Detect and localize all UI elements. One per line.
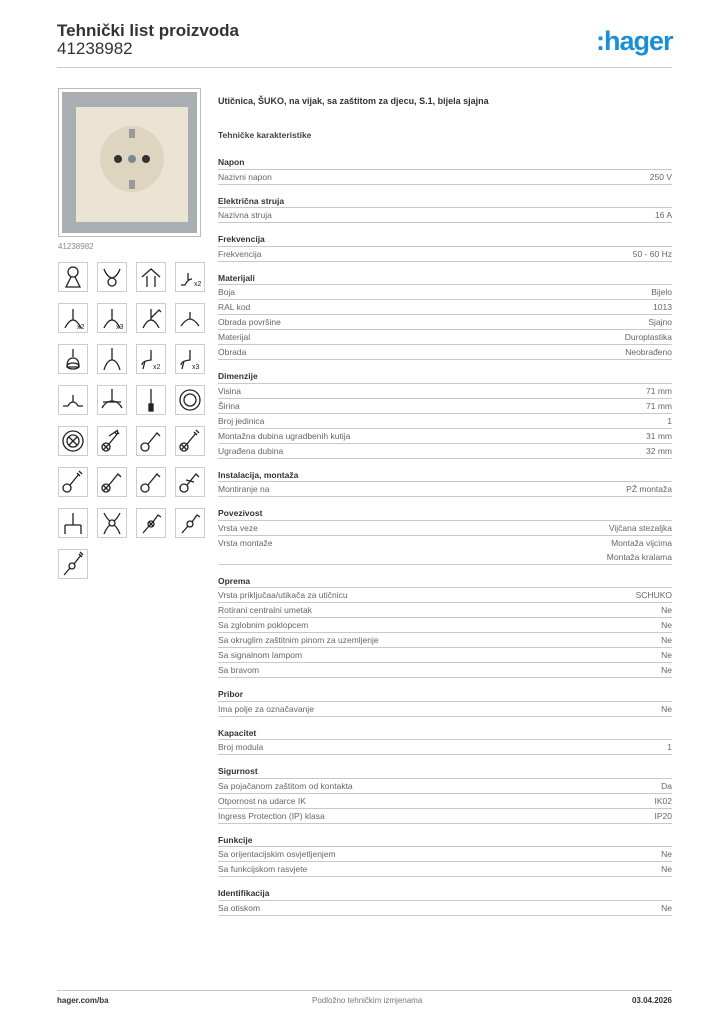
spec-label: Širina (218, 400, 240, 411)
svg-text:x2: x2 (194, 281, 202, 288)
keyhole-icon (58, 262, 88, 292)
spec-label: Sa okruglim zaštitnim pinom za uzemljenje (218, 635, 379, 645)
spec-value (661, 618, 672, 632)
section-heading: Sigurnost (218, 764, 672, 779)
spec-value-line: 71 mm (646, 400, 672, 411)
key-c-icon (136, 467, 166, 497)
spec-label: Obrada površine (218, 317, 281, 327)
spec-label: Vrsta montaže (218, 537, 273, 548)
spec-label: Materijal (218, 332, 251, 342)
spec-section (218, 833, 672, 878)
spec-label: Visina (218, 385, 241, 396)
section-heading: Dimenzije (218, 369, 672, 384)
section-heading: Funkcije (218, 833, 672, 848)
spec-section (218, 271, 672, 361)
spec-value (661, 633, 672, 647)
spec-value (653, 300, 672, 314)
document-title: Tehnički list proizvoda (57, 21, 239, 40)
spec-row (218, 809, 672, 824)
spec-value-line: Ne (661, 605, 672, 615)
section-heading: Napon (218, 155, 672, 170)
image-caption: 41238982 (58, 242, 94, 251)
spec-label: Sa orijentacijskim osvjetljenjem (218, 849, 336, 859)
spec-row (218, 740, 672, 755)
key-cross-c-icon (97, 467, 127, 497)
spec-row (218, 414, 672, 429)
spec-label: Ima polje za označavanje (218, 703, 314, 714)
section-heading: Instalacija, montaža (218, 468, 672, 483)
pendulum-key-icon (58, 549, 88, 579)
spec-value-line: Montaža kralama (606, 551, 672, 562)
spec-value (646, 444, 672, 458)
fuse-icon (136, 385, 166, 415)
spec-value-line: 1 (667, 742, 672, 752)
earth-clip (129, 180, 135, 189)
pendulum-icon (175, 508, 205, 538)
product-title: Utičnica, ŠUKO, na vijak, sa zaštitom za djecu, S.1, bijela sjajna (218, 96, 489, 106)
spec-row (218, 794, 672, 809)
spec-section (218, 155, 672, 185)
spec-value (655, 208, 672, 222)
section-heading: Oprema (218, 574, 672, 589)
spec-value-line: Ne (661, 849, 672, 859)
junction-tall-icon (97, 344, 127, 374)
section-heading: Kapacitet (218, 726, 672, 741)
spec-value-line: Vijčana stezaljka (608, 522, 672, 533)
spec-value (661, 862, 672, 876)
spec-sections (218, 155, 672, 916)
spec-row (218, 208, 672, 223)
spec-row (218, 399, 672, 414)
spec-value-line: 1013 (653, 302, 672, 312)
product-image (58, 88, 201, 237)
svg-text:x3: x3 (116, 324, 124, 331)
spec-value-line: 1 (667, 415, 672, 426)
spec-label: Nazivna struja (218, 210, 272, 220)
socket-frame (62, 92, 197, 233)
key-b-icon (58, 467, 88, 497)
spec-value-line: SCHUKO (635, 590, 672, 600)
spec-label: Sa otiskom (218, 902, 261, 913)
spec-sheet (218, 96, 672, 925)
spec-value-line: Duroplastika (624, 332, 672, 342)
spec-label: Boja (218, 287, 236, 297)
spec-value (667, 414, 672, 428)
section-heading: Identifikacija (218, 886, 672, 901)
spec-value (650, 170, 672, 184)
junction-x2-icon (175, 262, 205, 292)
spec-value (609, 521, 672, 535)
spec-label: Sa pojačanom zaštitom od kontakta (218, 780, 353, 791)
circle-cross-icon (58, 426, 88, 456)
spec-row (218, 330, 672, 345)
spec-value-line: Neobrađeno (625, 347, 672, 357)
spec-label: Sa zglobnim poklopcem (218, 620, 309, 630)
spec-label: RAL kod (218, 302, 251, 312)
junction-icon (175, 303, 205, 333)
spec-section (218, 726, 672, 756)
spec-row (218, 648, 672, 663)
spec-value (655, 809, 673, 823)
house-icon (136, 262, 166, 292)
spec-value-line: IK02 (654, 795, 672, 806)
key-cross-icon (97, 426, 127, 456)
spec-value-line: 16 A (654, 210, 672, 220)
spec-value-line: Ne (661, 703, 672, 714)
spec-row (218, 170, 672, 185)
spec-value (646, 399, 672, 413)
spec-label: Broj jedinica (218, 415, 265, 426)
spec-section (218, 468, 672, 498)
socket-cup (100, 126, 164, 192)
spec-value (667, 740, 672, 754)
spec-value (646, 384, 672, 398)
spec-label: Montažna dubina ugradbenih kutija (218, 430, 351, 441)
footer-note: Podložno tehničkim izmjenama (312, 996, 423, 1005)
spec-label: Vrsta veze (218, 522, 258, 533)
spec-row (218, 588, 672, 603)
spec-value-line: Ne (661, 635, 672, 645)
spec-row (218, 862, 672, 877)
svg-text:x2: x2 (153, 364, 161, 371)
spec-value (648, 315, 672, 329)
spec-row (218, 603, 672, 618)
spec-row (218, 482, 672, 497)
spec-value (633, 247, 672, 261)
spec-value-line: 250 V (649, 171, 672, 182)
spec-row (218, 444, 672, 459)
hager-logo: :hager (596, 26, 673, 56)
compatibility-icons (58, 262, 218, 579)
spec-label: Vrsta priključaa/utikača za utičnicu (218, 590, 348, 600)
spec-value-line: 71 mm (646, 385, 672, 396)
spec-section (218, 687, 672, 717)
footer-divider (57, 990, 672, 991)
spec-section (218, 194, 672, 224)
pendulum-cross-icon (136, 508, 166, 538)
tech-title: Tehničke karakteristike (218, 130, 312, 140)
earth-clip (129, 129, 135, 138)
spec-value (661, 663, 672, 677)
spec-row (218, 429, 672, 444)
spec-value (646, 429, 672, 443)
spec-value-line: 32 mm (646, 445, 672, 456)
section-heading: Povezivost (218, 506, 672, 521)
spec-value (661, 901, 672, 915)
spec-value-line: Sjajno (648, 317, 672, 327)
spec-section (218, 764, 672, 824)
spec-value (661, 648, 672, 662)
junction-kink-icon (136, 303, 166, 333)
section-heading: Pribor (218, 687, 672, 702)
center-hole (128, 155, 136, 163)
spec-label: Montiranje na (218, 484, 270, 494)
spec-value-line: Ne (661, 665, 672, 675)
spec-section (218, 886, 672, 916)
spec-value-line: Montaža vijcima (611, 537, 672, 548)
spec-row (218, 315, 672, 330)
spec-value (636, 588, 672, 602)
spec-label: Ugrađena dubina (218, 445, 284, 456)
spec-label: Rotirani centralni umetak (218, 605, 313, 615)
socket-plate (76, 107, 188, 222)
spec-section (218, 506, 672, 565)
footer-website[interactable]: hager.com/ba (57, 996, 109, 1005)
junction-x2b-icon (58, 303, 88, 333)
spec-row (218, 847, 672, 862)
spec-value-line: IP20 (654, 810, 672, 821)
spec-row (218, 384, 672, 399)
bell-junction-icon (58, 344, 88, 374)
spec-value (626, 482, 672, 496)
junction-flat-icon (58, 385, 88, 415)
product-number: 41238982 (57, 39, 133, 58)
spec-value (607, 536, 672, 564)
spec-value-line: Ne (661, 650, 672, 660)
key-cross-b-icon (175, 426, 205, 456)
spec-value (655, 794, 673, 808)
spec-label: Sa bravom (218, 665, 260, 675)
section-heading: Materijali (218, 271, 672, 286)
spec-row (218, 901, 672, 916)
spec-row (218, 663, 672, 678)
double-hook-circle-icon (97, 262, 127, 292)
spec-value-line: Bijelo (651, 287, 672, 297)
junction-flat-tall-icon (97, 385, 127, 415)
spec-section (218, 232, 672, 262)
spec-section (218, 369, 672, 459)
svg-text:x2: x2 (77, 324, 85, 331)
junction-x3-icon (97, 303, 127, 333)
spec-label: Nazivni napon (218, 171, 272, 182)
footer-date: 03.04.2026 (631, 996, 672, 1005)
section-heading: Električna struja (218, 194, 672, 209)
spec-value-line: 31 mm (646, 430, 672, 441)
spec-label: Otpornost na udarce IK (218, 795, 306, 806)
spec-row (218, 779, 672, 794)
pin-hole (142, 155, 150, 163)
spec-row (218, 345, 672, 360)
spec-section (218, 574, 672, 679)
spec-value (661, 702, 672, 716)
spec-value-line: Da (661, 780, 672, 791)
spec-row (218, 285, 672, 300)
spec-value-line: PŽ montaža (626, 484, 672, 494)
x-circle-icon (97, 508, 127, 538)
spec-value (661, 603, 672, 617)
spec-row (218, 618, 672, 633)
section-heading: Frekvencija (218, 232, 672, 247)
junction-hook-x3-icon (175, 344, 205, 374)
spec-value (625, 345, 672, 359)
pin-hole (114, 155, 122, 163)
junction-hook-x2-icon (136, 344, 166, 374)
spec-label: Ingress Protection (IP) klasa (218, 810, 325, 821)
key-icon (136, 426, 166, 456)
spec-value (625, 330, 672, 344)
spec-value-line: Ne (661, 902, 672, 913)
spec-label: Obrada (218, 347, 247, 357)
spec-value-line: Ne (661, 620, 672, 630)
key-hatched-icon (175, 467, 205, 497)
spec-row (218, 536, 672, 565)
spec-value (651, 285, 672, 299)
spec-row (218, 702, 672, 717)
spec-row (218, 521, 672, 536)
svg-text:x3: x3 (192, 364, 200, 371)
spec-label: Sa signalnom lampom (218, 650, 303, 660)
spec-value-line: Ne (661, 864, 672, 874)
spec-label: Sa funkcijskom rasvjete (218, 864, 308, 874)
spec-value (661, 779, 672, 793)
spec-row (218, 300, 672, 315)
header-divider (57, 67, 672, 68)
spec-row (218, 633, 672, 648)
spec-label: Frekvencija (218, 248, 262, 259)
spec-value (661, 847, 672, 861)
fork-icon (58, 508, 88, 538)
spec-label: Broj modula (218, 742, 264, 752)
spec-row (218, 247, 672, 262)
spec-value-line: 50 - 60 Hz (632, 248, 672, 259)
double-circle-icon (175, 385, 205, 415)
